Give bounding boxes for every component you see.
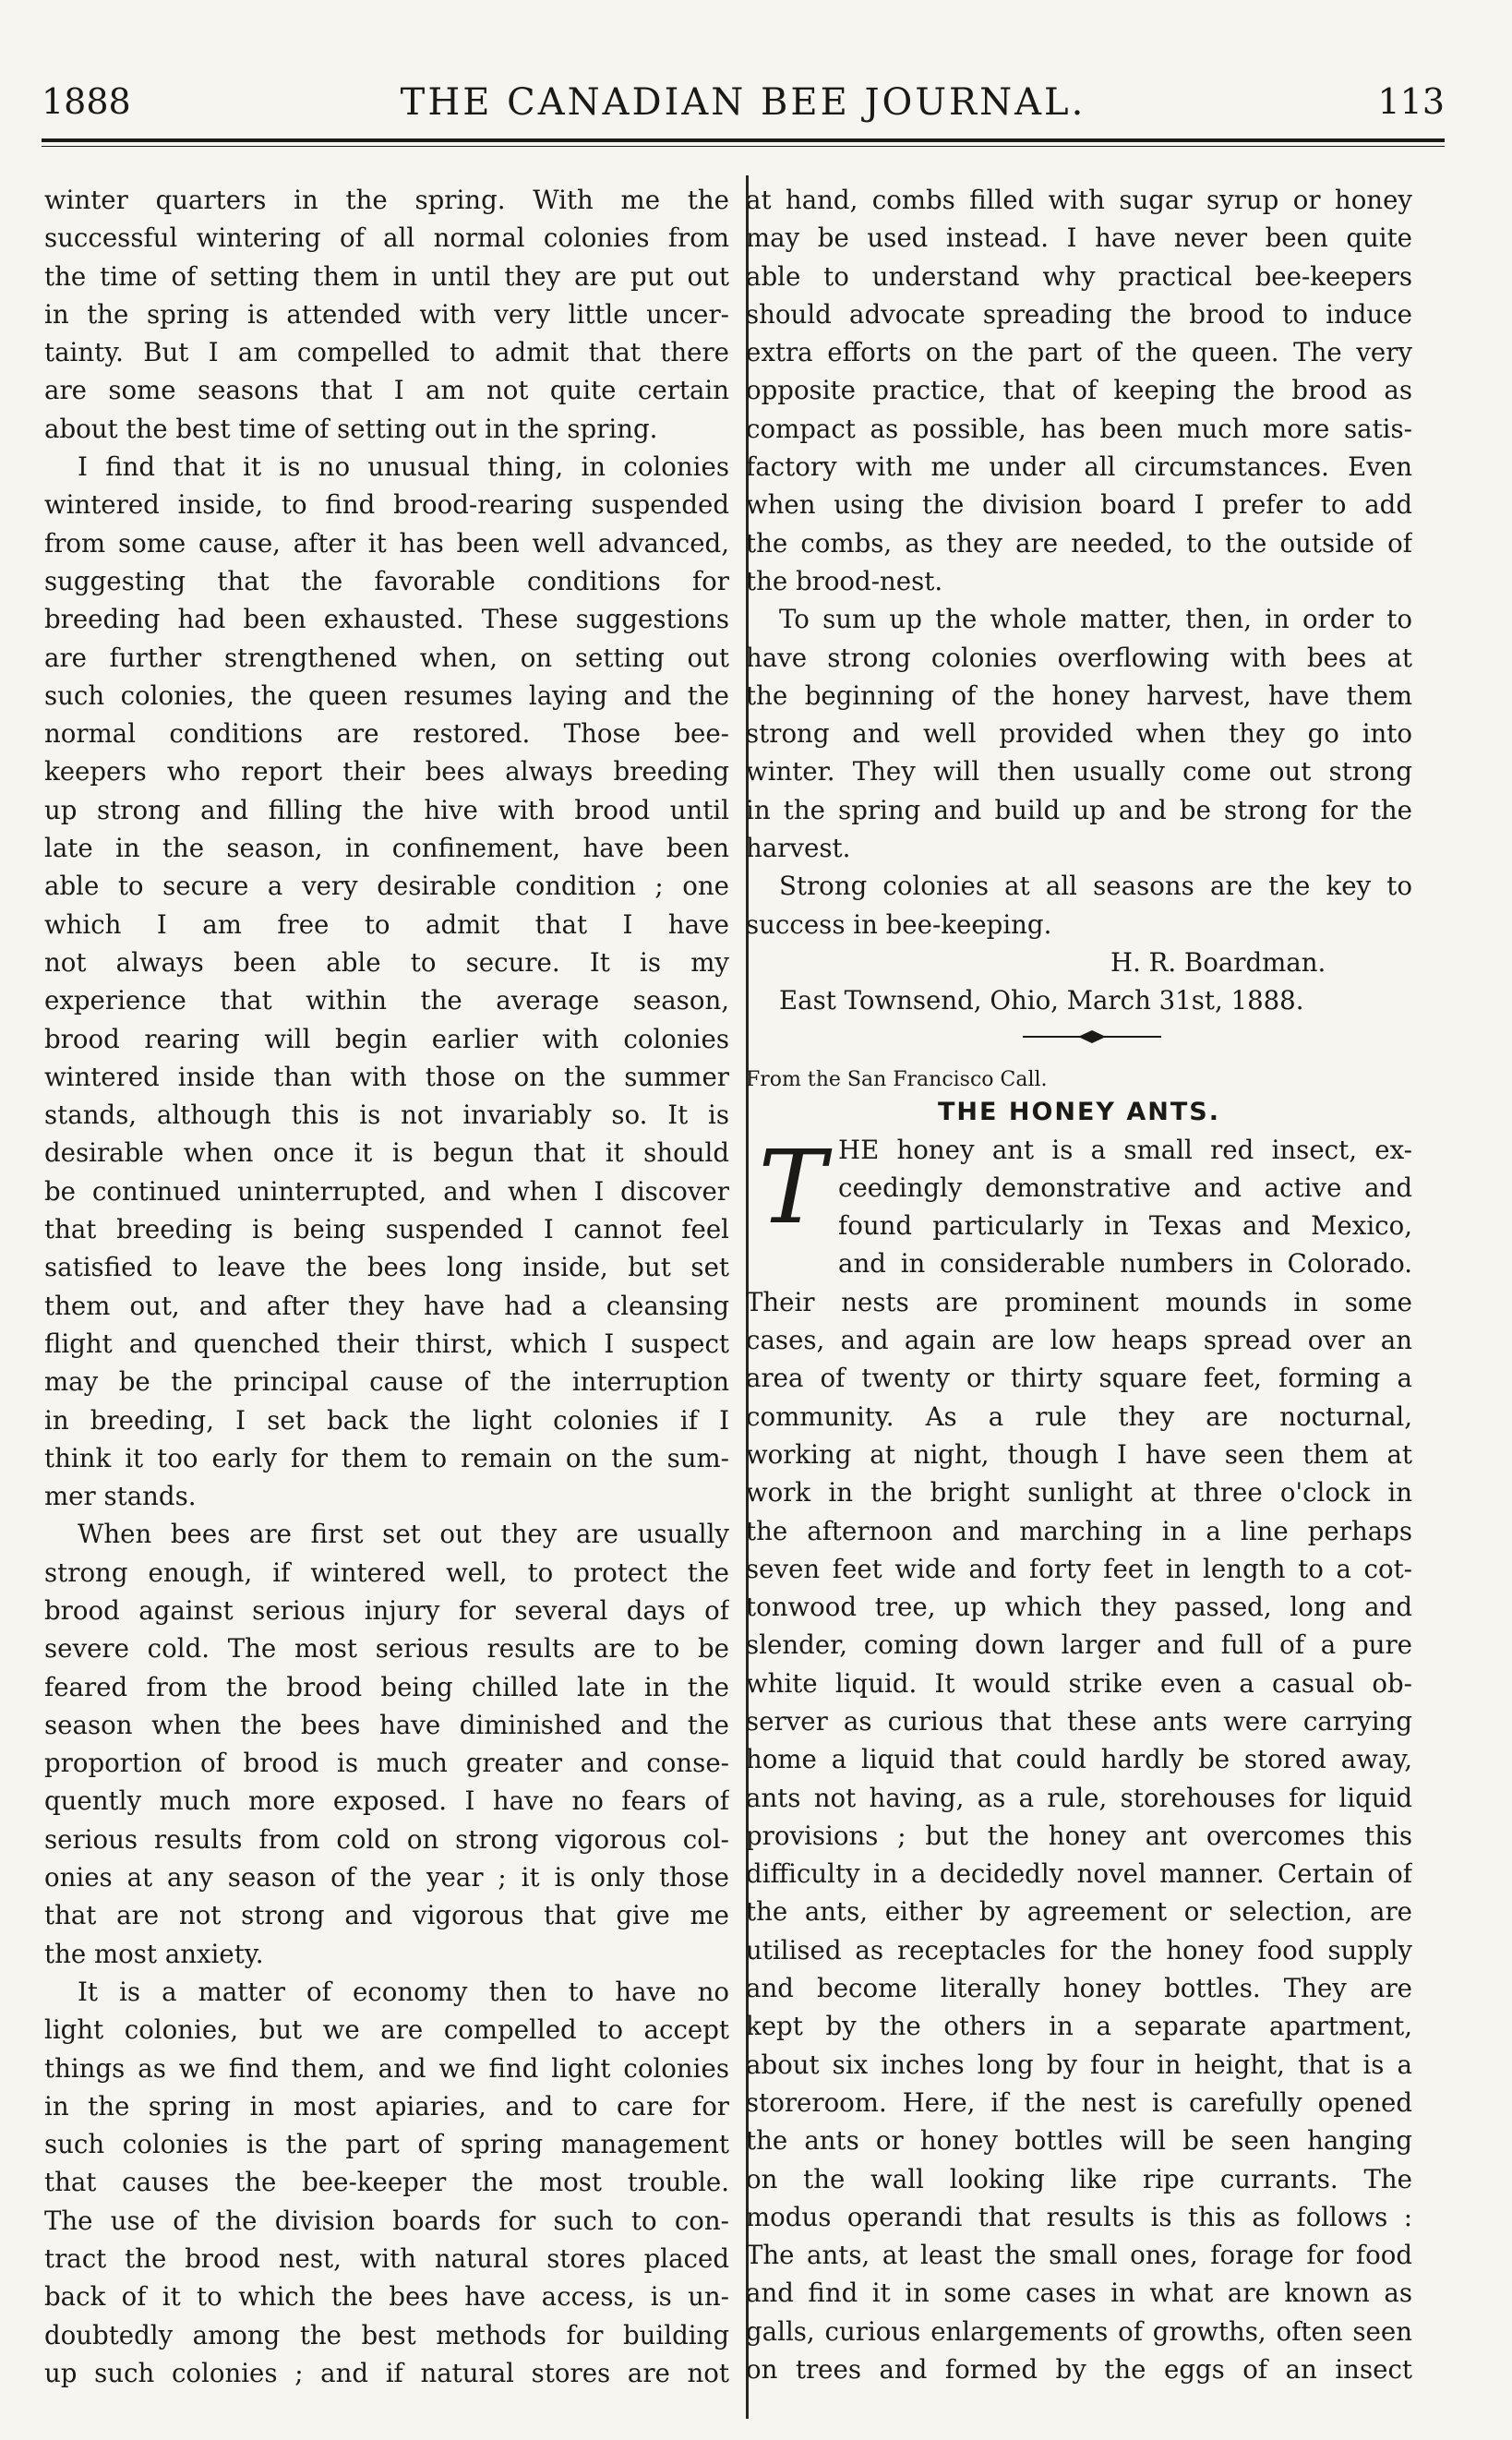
- text-line: from some cause, after it has been well advanced,: [44, 527, 729, 559]
- text-line: strong enough, if wintered well, to protect the: [44, 1557, 729, 1588]
- header-rule-thin: [42, 146, 1445, 147]
- text-line: area of twenty or thirty square feet, forming a: [746, 1363, 1412, 1394]
- text-line: satisfied to leave the bees long inside, but set: [44, 1252, 729, 1283]
- text-line: the brood-nest.: [746, 565, 943, 596]
- text-line: and in considerable numbers in Colorado.: [838, 1248, 1412, 1280]
- text-line: tainty. But I am compelled to admit that there: [44, 337, 729, 368]
- text-line: are some seasons that I am not quite certain: [44, 375, 729, 406]
- text-line: galls, curious enlargements of growths, often seen: [746, 2315, 1412, 2347]
- text-line: about six inches long by four in height, that is a: [746, 2049, 1412, 2080]
- text-line: and become literally honey bottles. They are: [746, 1973, 1412, 2004]
- article-continuation: [746, 181, 1412, 944]
- text-line: such colonies, the queen resumes laying and the: [44, 679, 729, 711]
- text-line: community. As a rule they are nocturnal,: [746, 1400, 1412, 1432]
- text-line: I find that it is no unusual thing, in colonies: [78, 451, 729, 483]
- text-line: home a liquid that could hardly be stored away,: [746, 1744, 1412, 1775]
- text-line: may be the principal cause of the interruption: [44, 1366, 729, 1398]
- drop-cap-lines: [746, 1127, 1412, 1283]
- text-line: in the spring is attended with very little uncer-: [44, 298, 729, 330]
- text-line: It is a matter of economy then to have no: [78, 1976, 729, 2007]
- text-line: in the spring and build up and be strong for the: [746, 794, 1412, 825]
- text-line: compact as possible, has been much more satis-: [746, 413, 1412, 444]
- text-line: Their nests are prominent mounds in some: [746, 1286, 1412, 1317]
- text-line: factory with me under all circumstances. Even: [746, 451, 1412, 483]
- header-year: 1888: [42, 81, 131, 122]
- text-line: should advocate spreading the brood to induce: [746, 298, 1412, 330]
- text-line: ceedingly demonstrative and active and: [838, 1172, 1412, 1203]
- text-line: work in the bright sunlight at three o'clock in: [746, 1477, 1412, 1508]
- text-line: HE honey ant is a small red insect, ex-: [838, 1134, 1412, 1165]
- text-line: things as we find them, and we find light colonies: [44, 2052, 729, 2084]
- text-line: be continued uninterrupted, and when I discover: [44, 1175, 729, 1207]
- text-line: kept by the others in a separate apartment,: [746, 2011, 1412, 2042]
- article-title: THE HONEY ANTS.: [937, 1097, 1220, 1126]
- text-line: season when the bees have diminished and the: [44, 1709, 729, 1740]
- text-line: back of it to which the bees have access, is un-: [44, 2281, 729, 2313]
- text-line: provisions ; but the honey ant overcomes this: [746, 1820, 1412, 1851]
- text-line: them out, and after they have had a cleansing: [44, 1290, 729, 1321]
- text-line: proportion of brood is much greater and conse-: [44, 1748, 729, 1779]
- text-line: white liquid. It would strike even a casual ob-: [746, 1667, 1412, 1699]
- text-line: the ants or honey bottles will be seen hanging: [746, 2125, 1412, 2157]
- text-line: When bees are first set out they are usually: [78, 1519, 729, 1550]
- text-line: able to secure a very desirable condition ; one: [44, 871, 729, 902]
- text-line: wintered inside than with those on the summer: [44, 1061, 729, 1092]
- drop-cap: [746, 1127, 838, 1246]
- text-line: utilised as receptacles for the honey food supply: [746, 1934, 1412, 1965]
- header-rule: [42, 138, 1445, 142]
- right-column: [746, 181, 1412, 2415]
- text-line: flight and quenched their thirst, which I suspect: [44, 1328, 729, 1359]
- text-line: the ants, either by agreement or selection, are: [746, 1896, 1412, 1928]
- source-line: From the San Francisco Call.: [746, 1067, 1048, 1091]
- text-line: light colonies, but we are compelled to accept: [44, 2014, 729, 2046]
- text-line: are further strengthened when, on setting out: [44, 642, 729, 673]
- text-line: harvest.: [746, 833, 851, 864]
- text-line: The ants, at least the small ones, forage for food: [746, 2240, 1412, 2271]
- text-line: have strong colonies overflowing with bees at: [746, 642, 1412, 673]
- text-line: successful wintering of all normal colonies from: [44, 222, 729, 254]
- text-line: breeding had been exhausted. These suggestions: [44, 604, 729, 635]
- text-line: doubtedly among the best methods for building: [44, 2319, 729, 2350]
- text-line: experience that within the average season,: [44, 985, 729, 1016]
- text-line: on the wall looking like ripe currants. The: [746, 2163, 1412, 2194]
- text-line: ants not having, as a rule, storehouses for liquid: [746, 1782, 1412, 1813]
- text-line: working at night, though I have seen them at: [746, 1438, 1412, 1470]
- text-line: brood against serious injury for several days of: [44, 1594, 729, 1626]
- text-line: at hand, combs filled with sugar syrup or honey: [746, 185, 1412, 215]
- journal-title: THE CANADIAN BEE JOURNAL.: [400, 81, 1086, 124]
- text-line: seven feet wide and forty feet in length to a cot-: [746, 1553, 1412, 1584]
- text-line: think it too early for them to remain on the sum-: [44, 1442, 729, 1473]
- text-line: the time of setting them in until they are put out: [44, 260, 729, 292]
- text-line: normal conditions are restored. Those bee-: [44, 718, 729, 750]
- text-line: storeroom. Here, if the nest is carefully opened: [746, 2086, 1412, 2118]
- text-line: slender, coming down larger and full of a pure: [746, 1629, 1412, 1661]
- text-line: severe cold. The most serious results are to be: [44, 1633, 729, 1665]
- author-signature: H. R. Boardman.: [1110, 946, 1326, 978]
- left-column: [44, 181, 729, 2415]
- text-line: desirable when once it is begun that it should: [44, 1137, 729, 1169]
- text-line: mer stands.: [44, 1481, 197, 1512]
- running-header: [42, 81, 1445, 137]
- text-line: found particularly in Texas and Mexico,: [838, 1210, 1412, 1242]
- text-line: the most anxiety.: [44, 1938, 264, 1969]
- text-line: may be used instead. I have never been quite: [746, 222, 1412, 254]
- text-line: modus operandi that results is this as follows :: [746, 2201, 1412, 2232]
- text-line: tract the brood nest, with natural stores placed: [44, 2243, 729, 2275]
- text-line: up such colonies ; and if natural stores are not: [44, 2357, 729, 2388]
- text-line: when using the division board I prefer to add: [746, 489, 1412, 521]
- text-line: opposite practice, that of keeping the brood as: [746, 375, 1412, 406]
- text-line: in breeding, I set back the light colonies if I: [44, 1404, 729, 1436]
- text-line: tonwood tree, up which they passed, long and: [746, 1592, 1412, 1623]
- text-line: up strong and filling the hive with brood until: [44, 794, 729, 825]
- text-line: about the best time of setting out in the spring.: [44, 413, 658, 444]
- text-line: cases, and again are low heaps spread over an: [746, 1325, 1412, 1356]
- text-line: the afternoon and marching in a line perhaps: [746, 1515, 1412, 1546]
- text-line: feared from the brood being chilled late in the: [44, 1671, 729, 1702]
- text-line: the combs, as they are needed, to the outside of: [746, 527, 1412, 559]
- text-line: winter quarters in the spring. With me the: [44, 185, 729, 215]
- text-line: and find it in some cases in what are known as: [746, 2278, 1412, 2309]
- text-line: serious results from cold on strong vigorous col-: [44, 1823, 729, 1855]
- page-number: 113: [1377, 81, 1445, 122]
- text-line: that breeding is being suspended I cannot feel: [44, 1214, 729, 1245]
- text-line: which I am free to admit that I have: [44, 908, 729, 940]
- text-line: To sum up the whole matter, then, in order to: [779, 604, 1412, 635]
- text-line: late in the season, in confinement, have been: [44, 833, 729, 864]
- text-line: that causes the bee-keeper the most trouble.: [44, 2167, 729, 2198]
- text-line: suggesting that the favorable conditions for: [44, 565, 729, 596]
- text-line: on trees and formed by the eggs of an insect: [746, 2354, 1412, 2386]
- article-body: [746, 1283, 1412, 2389]
- text-line: the beginning of the honey harvest, have them: [746, 679, 1412, 711]
- text-line: quently much more exposed. I have no fears of: [44, 1785, 729, 1817]
- text-line: able to understand why practical bee-keepers: [746, 260, 1412, 292]
- text-line: difficulty in a decidedly novel manner. Certain of: [746, 1858, 1412, 1890]
- text-line: extra efforts on the part of the queen. The very: [746, 337, 1412, 368]
- text-line: onies at any season of the year ; it is only those: [44, 1862, 729, 1893]
- article-opening: [746, 1127, 1412, 1283]
- text-line: strong and well provided when they go into: [746, 718, 1412, 750]
- text-line: wintered inside, to find brood-rearing suspended: [44, 489, 729, 521]
- text-line: brood rearing will begin earlier with colonies: [44, 1023, 729, 1054]
- text-line: server as curious that these ants were carrying: [746, 1705, 1412, 1737]
- drop-cap-letter: T: [758, 1127, 826, 1246]
- text-line: keepers who report their bees always breeding: [44, 756, 729, 787]
- text-line: Strong colonies at all seasons are the key to: [779, 871, 1412, 902]
- section-ornament: [746, 1020, 1412, 1053]
- text-line: such colonies is the part of spring management: [44, 2129, 729, 2160]
- text-line: stands, although this is not invariably so. It is: [44, 1100, 729, 1131]
- dateline: East Townsend, Ohio, March 31st, 1888.: [779, 985, 1304, 1016]
- text-line: success in bee-keeping.: [746, 908, 1052, 940]
- text-line: not always been able to secure. It is my: [44, 946, 729, 978]
- text-line: winter. They will then usually come out strong: [746, 756, 1412, 787]
- text-line: that are not strong and vigorous that give me: [44, 1900, 729, 1931]
- text-line: The use of the division boards for such to con-: [44, 2205, 729, 2236]
- text-line: in the spring in most apiaries, and to care for: [44, 2090, 729, 2121]
